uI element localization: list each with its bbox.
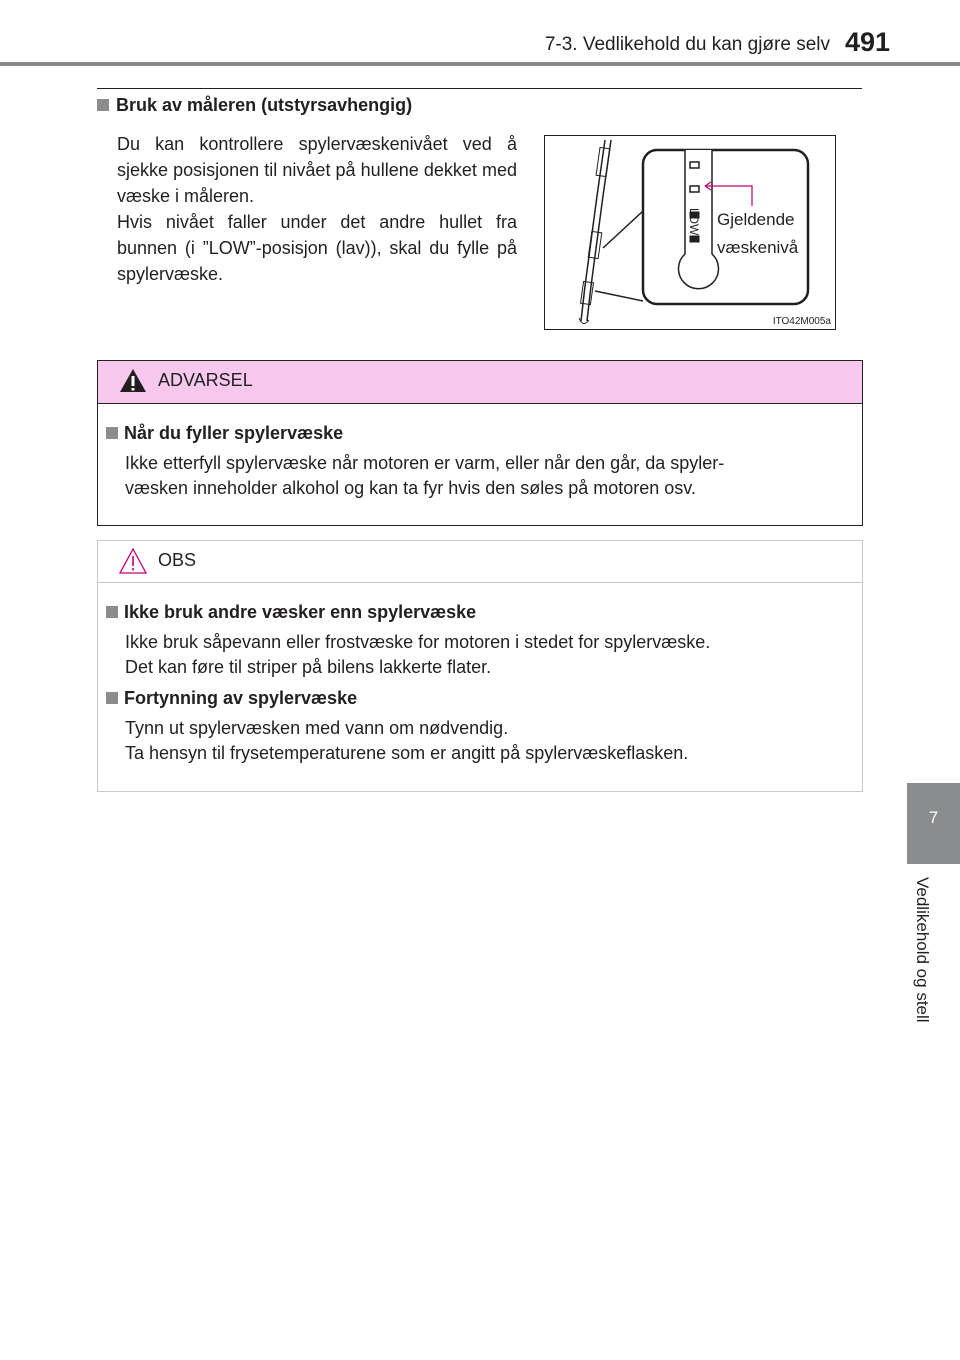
chapter-tab[interactable] — [907, 783, 960, 864]
notice-body — [125, 630, 855, 680]
bullet-square-icon — [106, 606, 118, 618]
chapter-tab-number: 7 — [928, 808, 939, 827]
warning-subheading-text: Når du fyller spylervæske — [124, 423, 344, 443]
caution-triangle-icon — [118, 547, 148, 575]
section-heading — [97, 95, 412, 116]
notice-line: Det kan føre til striper på bilens lakkerte flater. — [125, 657, 492, 677]
chapter-tab-label: Vedlikehold og stell — [913, 877, 932, 1023]
notice-line: Ikke bruk såpevann eller frostvæske for motoren i stedet for spylervæske. — [125, 632, 711, 652]
gauge-low-label: LOW — [687, 208, 701, 236]
callout-line: Gjeldende — [717, 210, 795, 229]
figure-code: ITO42M005a — [772, 316, 831, 327]
notice-line: Ta hensyn til frysetemperaturene som er angitt på spylervæskeflasken. — [125, 743, 689, 763]
warning-title: ADVARSEL — [158, 370, 253, 390]
notice-box — [97, 540, 863, 792]
notice-subheading — [106, 688, 357, 709]
notice-body — [125, 716, 855, 766]
warning-subheading — [106, 423, 343, 444]
warning-line: væsken inneholder alkohol og kan ta fyr hvis den søles på motoren osv. — [125, 478, 696, 498]
bullet-square-icon — [106, 692, 118, 704]
notice-subheading-text: Fortynning av spylervæske — [124, 688, 358, 708]
section-rule — [97, 88, 862, 89]
chapter-title: 7-3. Vedlikehold du kan gjøre selv — [544, 34, 830, 55]
bullet-square-icon — [97, 99, 109, 111]
dipstick-figure — [544, 135, 836, 330]
warning-body — [125, 451, 855, 501]
intro-text — [117, 131, 517, 287]
notice-line: Tynn ut spylervæsken med vann om nødvendig. — [125, 718, 509, 738]
warning-triangle-icon — [118, 367, 148, 394]
intro-paragraph: Du kan kontrollere spylervæskenivået ved å sjekke posisjonen til nivået på hullene dekket med væske i måleren. — [117, 134, 517, 206]
header-rule — [0, 62, 960, 66]
intro-paragraph: Hvis nivået faller under det andre hullet fra bunnen (i ”LOW”-posisjon (lav)), skal du fylle på spylervæske. — [117, 212, 517, 284]
bullet-square-icon — [106, 427, 118, 439]
section-heading-text: Bruk av måleren (utstyrsavhengig) — [116, 95, 413, 115]
callout-line: væskenivå — [717, 238, 799, 257]
notice-subheading — [106, 602, 476, 623]
notice-title: OBS — [158, 550, 197, 570]
warning-box — [97, 360, 863, 526]
warning-header — [98, 361, 862, 404]
figure-callout — [717, 206, 798, 262]
notice-subheading-text: Ikke bruk andre væsker enn spylervæske — [124, 602, 477, 622]
warning-line: Ikke etterfyll spylervæske når motoren er varm, eller når den går, da spyler- — [125, 453, 725, 473]
page-number: 491 — [844, 27, 890, 57]
notice-header — [98, 541, 862, 583]
